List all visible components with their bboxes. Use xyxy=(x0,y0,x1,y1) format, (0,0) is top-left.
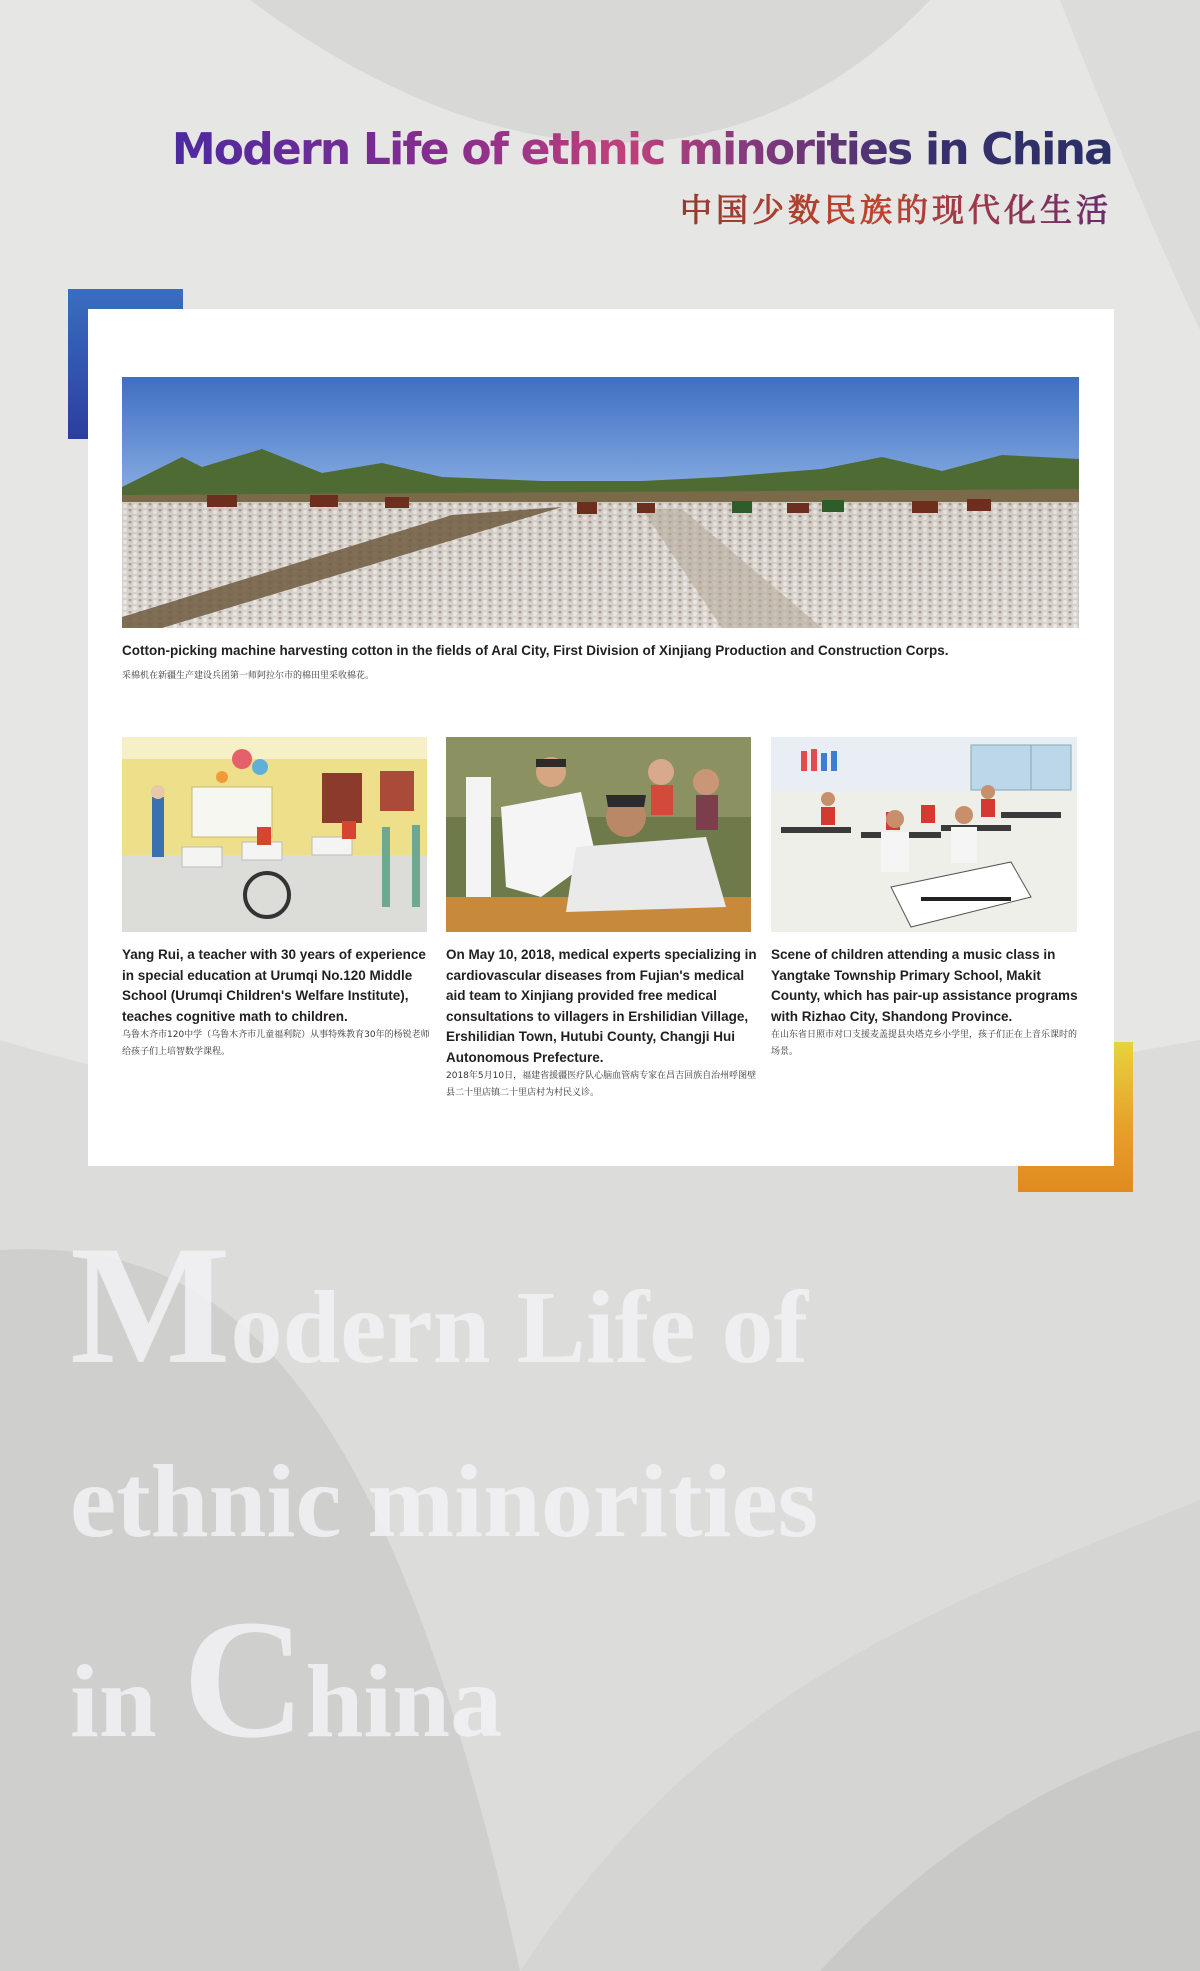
photo3-caption-cn: 在山东省日照市对口支援麦盖提县央塔克乡小学里，孩子们正在上音乐课时的场景。 xyxy=(771,1030,1078,1057)
watermark-text xyxy=(70,1211,819,1773)
photo3-caption-en: Scene of children attending a music class in Yangtake Township Primary School, Makit County, which has pair-up assistance programs with Rizhao City, Shandong Province. xyxy=(771,947,1078,1024)
watermark-line-1: Modern Life of xyxy=(70,1211,809,1399)
photo2-caption-en: On May 10, 2018, medical experts specializing in cardiovascular diseases from Fujian's medical aid team to Xinjiang provided free medical consultations to villagers in Ershilidian Village, Ershilidian Town, Hutubi County, Changji Hui Autonomous Prefecture. xyxy=(446,947,757,1065)
cotton-field-photo xyxy=(122,377,1079,628)
photo1-caption-en: Yang Rui, a teacher with 30 years of experience in special education at Urumqi No.120 Middle School (Urumqi Children's Welfare Institute), teaches cognitive math to children. xyxy=(122,947,426,1024)
top-photo-caption-cn: 采棉机在新疆生产建设兵团第一师阿拉尔市的棉田里采收棉花。 xyxy=(122,671,375,681)
music-class-photo xyxy=(771,737,1077,932)
page-title: Modern Life of ethnic minorities in China xyxy=(172,118,1112,182)
title-block xyxy=(172,118,1112,232)
page-subtitle-chinese: 中国少数民族的现代化生活 xyxy=(172,188,1112,232)
watermark-line-3: in China xyxy=(70,1585,503,1773)
photo1-caption-cn: 乌鲁木齐市120中学（乌鲁木齐市儿童福利院）从事特殊教育30年的杨锐老师给孩子们上培智数学课程。 xyxy=(122,1030,430,1057)
medical-consultation-photo xyxy=(446,737,751,932)
content-card xyxy=(88,309,1114,1166)
special-education-photo xyxy=(122,737,427,932)
top-photo-caption-en: Cotton-picking machine harvesting cotton in the fields of Aral City, First Division of Xinjiang Production and Construction Corps. xyxy=(122,643,949,658)
watermark-line-2: ethnic minorities xyxy=(70,1444,819,1559)
photo2-caption-cn: 2018年5月10日，福建省援疆医疗队心脑血管病专家在昌吉回族自治州呼图壁县二十里店镇二十里店村为村民义诊。 xyxy=(446,1071,757,1098)
